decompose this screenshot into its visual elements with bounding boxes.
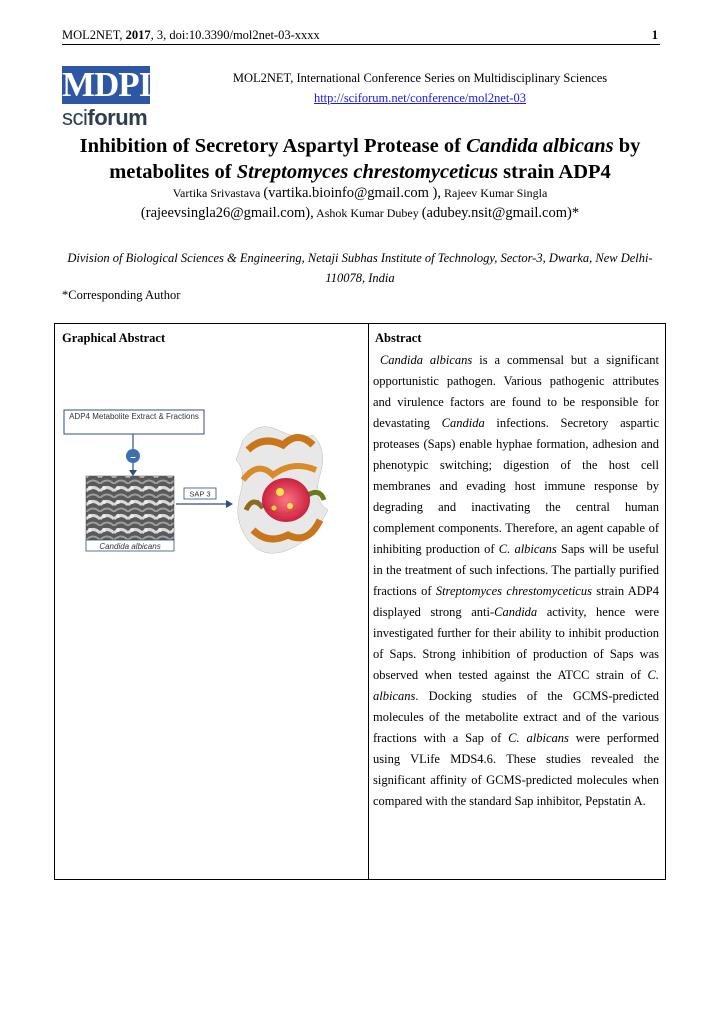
- mdpi-sciforum-logo: [62, 66, 152, 130]
- paper-title: Inhibition of Secretory Aspartyl Protease of Candida albicans by metabolites of Streptomyces chrestomyceticus strain ADP4: [79, 135, 641, 183]
- conference-link[interactable]: http://sciforum.net/conference/mol2net-03: [313, 91, 527, 105]
- sciforum-logo: sciforum: [62, 105, 148, 130]
- corresponding-note: *Corresponding Author: [62, 288, 181, 302]
- candida-label: Candida albicans: [99, 542, 161, 551]
- down-arrowhead: [129, 470, 137, 476]
- protein-structure: [236, 427, 328, 554]
- affiliation: Division of Biological Sciences & Engineering, Netaji Subhas Institute of Technology, Sector-3, Dwarka, New Delhi-110078, India: [67, 251, 653, 285]
- author-name: Ashok Kumar Dubey: [316, 206, 419, 220]
- graphical-abstract-heading: Graphical Abstract: [62, 331, 166, 345]
- running-header: [62, 28, 660, 45]
- table-divider: [368, 323, 369, 880]
- author-name: Rajeev Kumar Singla: [443, 186, 548, 200]
- author-name: Vartika Srivastava: [172, 186, 261, 200]
- citation-prefix: MOL2NET,: [62, 28, 126, 42]
- citation-suffix: , 3, doi:10.3390/mol2net-03-xxxx: [150, 28, 320, 42]
- candida-micrograph: [86, 476, 174, 540]
- sap-label: SAP 3: [189, 489, 211, 499]
- abstract-heading: Abstract: [375, 331, 422, 345]
- right-arrowhead: [226, 500, 233, 508]
- mdpi-logo: MDPI: [62, 65, 152, 104]
- page-number: 1: [651, 28, 658, 42]
- conference-name: MOL2NET, International Conference Series on Multidisciplinary Sciences: [232, 71, 608, 85]
- extract-box-label: ADP4 Metabolite Extract & Fractions: [69, 412, 199, 421]
- author-email[interactable]: (rajeevsingla26@gmail.com),: [140, 205, 314, 221]
- graphical-abstract-figure: [58, 400, 358, 560]
- conference-info: [180, 68, 660, 108]
- author-email[interactable]: (vartika.bioinfo@gmail.com ),: [263, 185, 441, 201]
- author-email[interactable]: (adubey.nsit@gmail.com)*: [421, 205, 580, 221]
- author-list: [70, 183, 650, 223]
- abstract-body: Candida albicans is a commensal but a significant opportunistic pathogen. Various pathogenic attributes and virulence factors are found to be responsible for devastating Candida infections. Secretory aspartic proteases (Saps) enable hyphae formation, adhesion and phenotypic switching; digestion of the host cell membranes and evading host immune response by degrading and inactivating the central human complement components. Therefore, an agent capable of inhibiting production of C. albicans Saps will be useful in the treatment of such infections. The partially purified fractions of Streptomyces chrestomyceticus strain ADP4 displayed strong anti-Candida activity, hence were investigated further for their ability to inhibit production of Saps. Strong inhibition of production of Saps was observed when tested against the ATCC strain of C. albicans. Docking studies of the GCMS-predicted molecules of the metabolite extract and of the various fractions with a Sap of C. albicans were performed using VLife MDS4.6. These studies revealed the significant affinity of GCMS-predicted molecules when compared with the standard Sap inhibitor, Pepstatin A.: [373, 353, 660, 808]
- minus-sign: –: [130, 452, 136, 463]
- citation-year: 2017: [125, 28, 151, 42]
